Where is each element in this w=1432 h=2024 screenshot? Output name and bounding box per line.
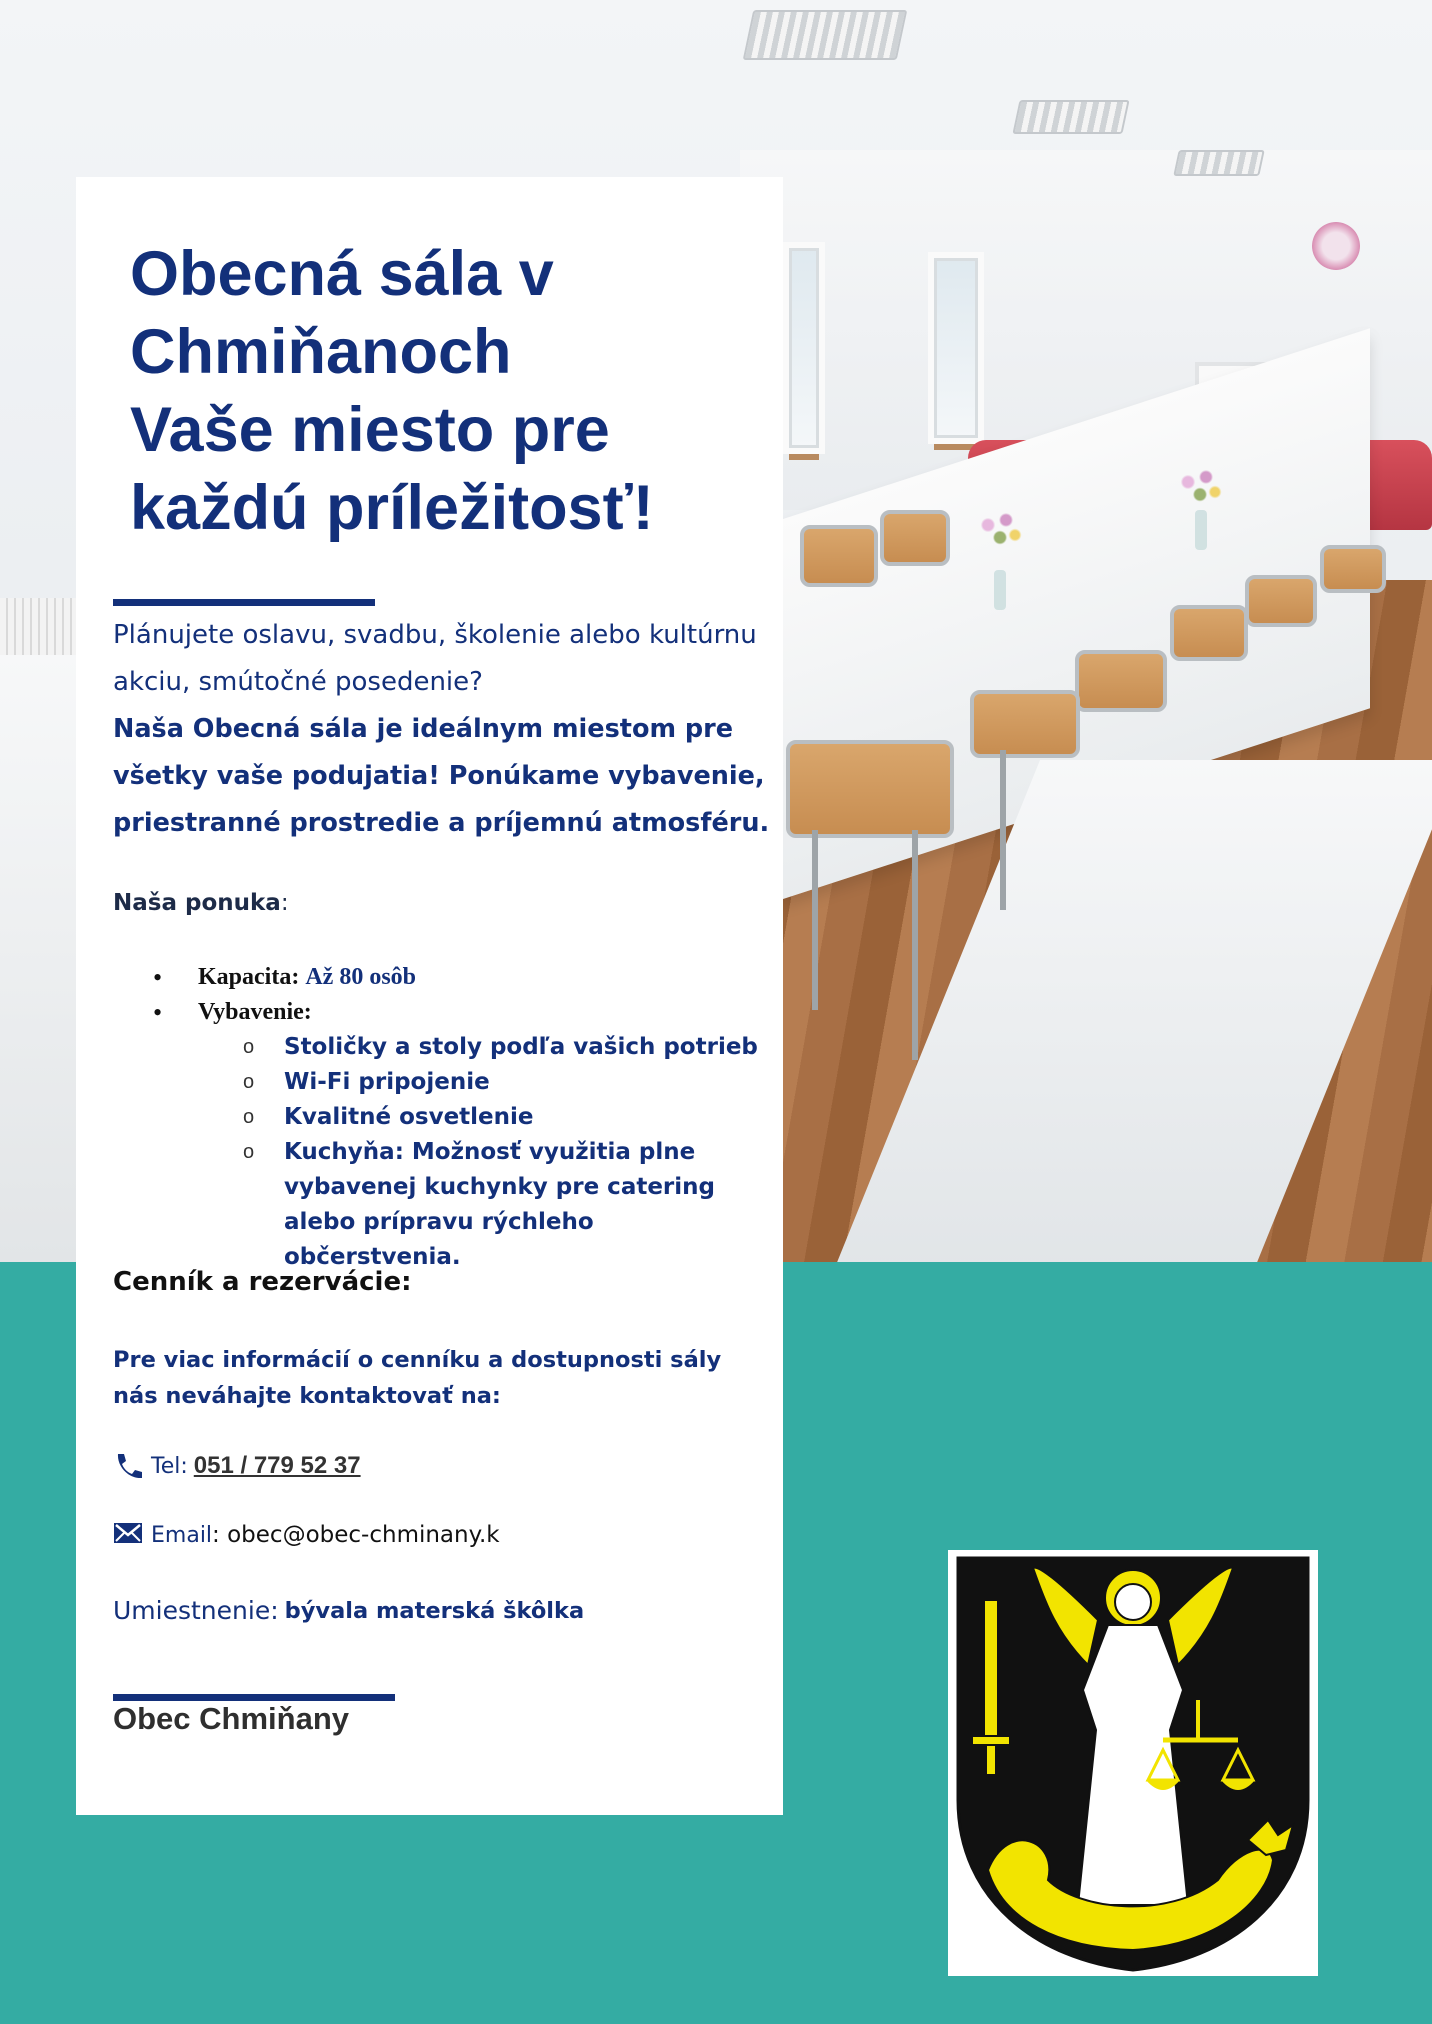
envelope-icon	[113, 1521, 143, 1549]
offer-heading-text: Naša ponuka	[113, 890, 281, 916]
window	[928, 252, 984, 444]
wall-clock	[1312, 222, 1360, 270]
equipment-list	[198, 1030, 773, 1275]
chair	[1245, 575, 1317, 627]
capacity-value: Až 80 osôb	[305, 964, 416, 990]
page-title	[130, 235, 760, 547]
equipment-text: o Stoličky a stoly podľa vašich potrieb	[284, 1034, 758, 1060]
chair	[800, 525, 878, 587]
footer-name: Obec Chmiňany	[113, 1701, 349, 1736]
equipment-text: o Kuchyňa: Možnosť využitia plne vybavenej kuchynky pre catering alebo prípravu rýchleho občerstvenia.	[284, 1139, 715, 1270]
chair-leg	[912, 830, 918, 1060]
equipment-subitem	[113, 1065, 773, 1100]
offer-heading	[113, 890, 289, 916]
intro-question: Plánujete oslavu, svadbu, školenie alebo kultúrnu akciu, smútočné posedenie?	[113, 620, 757, 697]
radiator	[0, 598, 76, 660]
chair-leg	[812, 830, 818, 1010]
equipment-text: o Kvalitné osvetlenie	[284, 1104, 534, 1130]
ceiling-light	[1012, 100, 1129, 134]
location-label: Umiestnenie:	[113, 1596, 279, 1625]
location-row	[113, 1596, 584, 1625]
chair	[880, 510, 950, 566]
title-divider	[113, 599, 375, 606]
chair	[1320, 545, 1386, 593]
pricing-heading: Cenník a rezervácie:	[113, 1267, 412, 1297]
ceiling-light	[1173, 150, 1265, 176]
capacity-key: Kapacita:	[198, 964, 300, 990]
equipment-subitem	[113, 1100, 773, 1135]
coat-of-arms	[948, 1550, 1318, 1976]
title-line: Vaše miesto pre	[130, 395, 610, 465]
chair	[1075, 650, 1167, 712]
flowers	[1170, 462, 1230, 512]
equipment-subitem	[113, 1030, 773, 1065]
title-line: Obecná sála v	[130, 239, 554, 309]
chair	[970, 690, 1080, 758]
vase	[994, 570, 1006, 610]
coat-of-arms-graphic	[948, 1550, 1318, 1976]
intro-text	[113, 612, 773, 847]
email-label: Email	[151, 1522, 213, 1548]
vase	[1195, 510, 1207, 550]
flowers	[970, 505, 1030, 555]
phone-link[interactable]: 051 / 779 52 37	[193, 1452, 361, 1479]
capacity-item	[113, 960, 773, 995]
intro-statement: Naša Obecná sála je ideálnym miestom pre všetky vaše podujatia! Ponúkame vybavenie, priestranné prostredie a príjemnú atmosféru.	[113, 714, 770, 838]
title-line: Chmiňanoch	[130, 317, 512, 387]
equipment-text: o Wi-Fi pripojenie	[284, 1069, 490, 1095]
offer-heading-colon: :	[280, 890, 289, 916]
pricing-intro: Pre viac informácií o cenníku a dostupnosti sály nás neváhajte kontaktovať na:	[113, 1347, 722, 1409]
equipment-key: Vybavenie:	[198, 999, 312, 1025]
location-value: bývala materská škôlka	[284, 1597, 585, 1624]
email-row	[113, 1521, 500, 1549]
footer-divider	[113, 1694, 395, 1701]
chair	[786, 740, 954, 838]
title-line: každú príležitosť!	[130, 473, 654, 543]
phone-icon	[113, 1452, 143, 1480]
email-link[interactable]: : obec@obec-chminany.k	[212, 1522, 500, 1548]
offer-list	[113, 960, 773, 1275]
info-panel	[76, 177, 783, 1815]
chair	[1170, 605, 1248, 661]
phone-row	[113, 1452, 361, 1480]
phone-label: Tel:	[151, 1453, 188, 1479]
equipment-subitem	[113, 1135, 773, 1275]
left-table	[0, 655, 76, 1262]
window	[783, 242, 825, 454]
ceiling-light	[743, 10, 908, 60]
chair-leg	[1000, 750, 1006, 910]
equipment-item	[113, 995, 773, 1275]
